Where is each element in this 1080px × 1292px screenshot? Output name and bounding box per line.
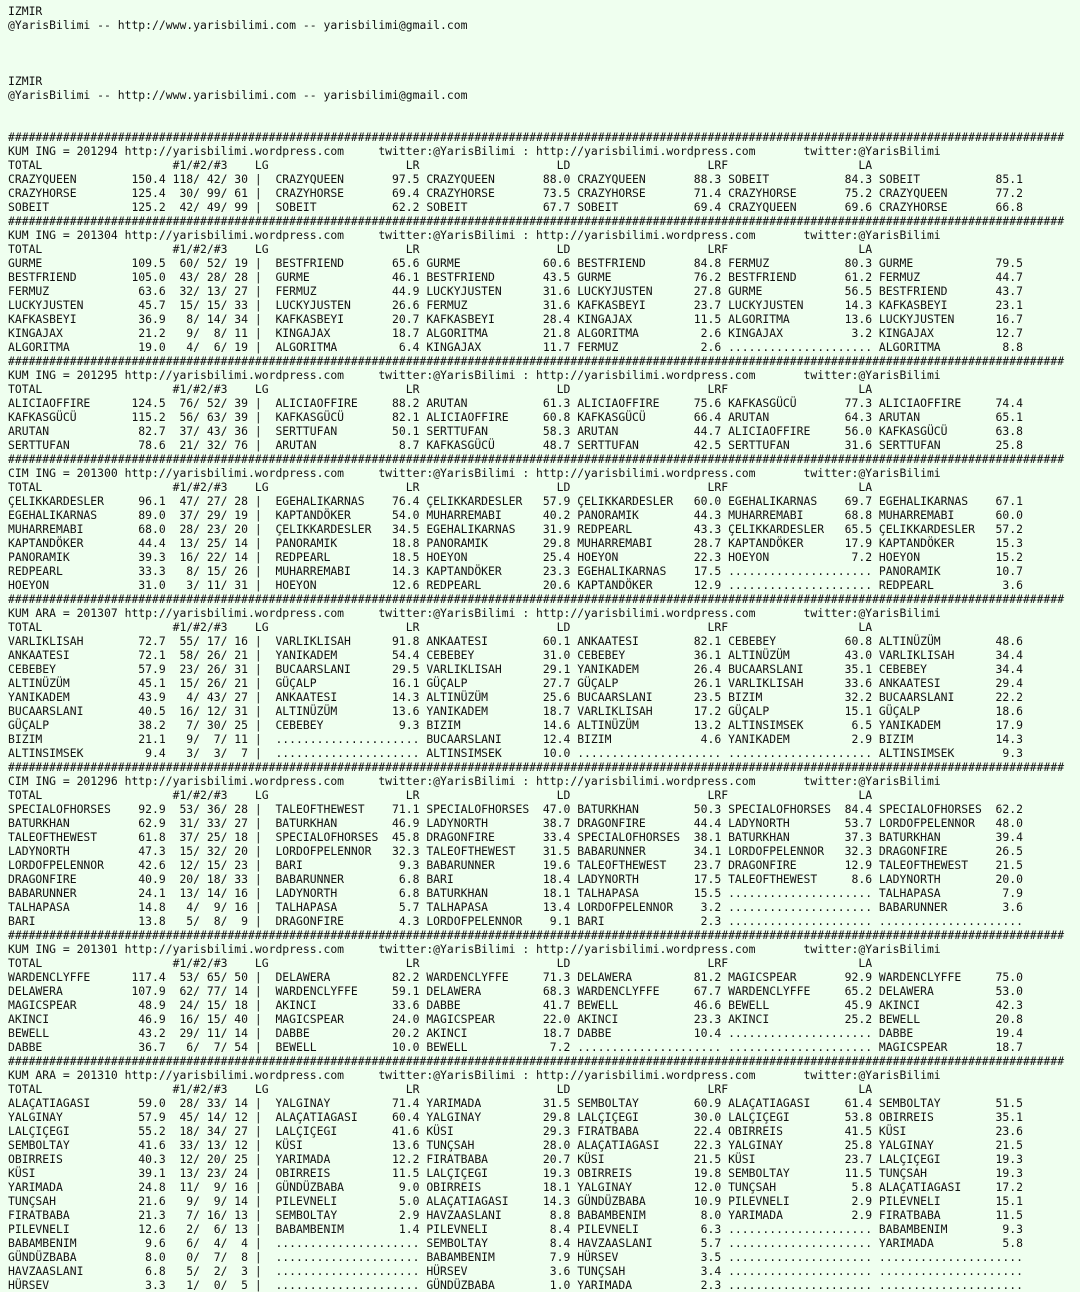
text-line: IZMIR [8,74,43,88]
text-line: KAFKASGÜCÜ 115.2 56/ 63/ 39 | KAFKASGÜCÜ 82.1 ALICIAOFFIRE 60.8 KAFKASGÜCÜ 66.4 ARUTAN 64.3 ARUTAN 65.1 [8,410,1023,424]
text-line: TOTAL #1/#2/#3 LG LR LD LRF LA [8,242,873,256]
text-line: BEWELL 43.2 29/ 11/ 14 | DABBE 20.2 AKINCI 18.7 DABBE 10.4 ..................... DABBE 19.4 [8,1026,1023,1040]
text-line: ARUTAN 82.7 37/ 43/ 36 | SERTTUFAN 50.1 SERTTUFAN 58.3 ARUTAN 44.7 ALICIAOFFIRE 56.0 KAFKASGÜCÜ 63.8 [8,424,1023,438]
text-line: IZMIR [8,4,43,18]
text-line: HÜRSEV 3.3 1/ 0/ 5 | ..................... GÜNDÜZBABA 1.0 YARIMADA 2.3 ..................... ..................... [8,1278,1023,1292]
text-line: ALAÇATIAGASI 59.0 28/ 33/ 14 | YALGINAY 71.4 YARIMADA 31.5 SEMBOLTAY 60.9 ALAÇATIAGASI 61.4 SEMBOLTAY 51.5 [8,1096,1023,1110]
text-line [8,60,1072,74]
text-line: OBIRREIS 40.3 12/ 20/ 25 | YARIMADA 12.2 FIRATBABA 20.7 KÜSI 21.5 KÜSI 23.7 LALÇIÇEGI 19.3 [8,1152,1023,1166]
separator-line: ########################################################################################################################################################## [8,592,1065,606]
text-line: DRAGONFIRE 40.9 20/ 18/ 33 | BABARUNNER 6.8 BARI 18.4 LADYNORTH 17.5 TALEOFTHEWEST 8.6 LADYNORTH 20.0 [8,872,1023,886]
text-line: KUM ING = 201304 http://yarisbilimi.wordpress.com twitter:@YarisBilimi : http://yarisbilimi.wordpress.com twitter:@YarisBilimi [8,228,941,242]
text-line: KUM ARA = 201310 http://yarisbilimi.wordpress.com twitter:@YarisBilimi : http://yarisbilimi.wordpress.com twitter:@YarisBilimi [8,1068,941,1082]
text-line: CEBEBEY 57.9 23/ 26/ 31 | BUCAARSLANI 29.5 VARLIKLISAH 29.1 YANIKADEM 26.4 BUCAARSLANI 35.1 CEBEBEY 34.4 [8,662,1023,676]
text-line: ALTINÜZÜM 45.1 15/ 26/ 21 | GÜÇALP 16.1 GÜÇALP 27.7 GÜÇALP 26.1 VARLIKLISAH 33.6 ANKAATESI 29.4 [8,676,1023,690]
text-line: BARI 13.8 5/ 8/ 9 | DRAGONFIRE 4.3 LORDOFPELENNOR 9.1 BARI 2.3 ..................... ..................... [8,914,1023,928]
text-line: CIM ING = 201296 http://yarisbilimi.wordpress.com twitter:@YarisBilimi : http://yarisbilimi.wordpress.com twitter:@YarisBilimi [8,774,941,788]
text-line: HOEYON 31.0 3/ 11/ 31 | HOEYON 12.6 REDPEARL 20.6 KAPTANDÖKER 12.9 ..................... REDPEARL 3.6 [8,578,1023,592]
text-line: EGEHALIKARNAS 89.0 37/ 29/ 19 | KAPTANDÖKER 54.0 MUHARREMABI 40.2 PANORAMIK 44.3 MUHARREMABI 68.8 MUHARREMABI 60.0 [8,508,1023,522]
text-line: AKINCI 46.9 16/ 15/ 40 | MAGICSPEAR 24.0 MAGICSPEAR 22.0 AKINCI 23.3 AKINCI 25.2 BEWELL 20.8 [8,1012,1023,1026]
text-line: TUNÇSAH 21.6 9/ 9/ 14 | PILEVNELI 5.0 ALAÇATIAGASI 14.3 GÜNDÜZBABA 10.9 PILEVNELI 2.9 PILEVNELI 15.1 [8,1194,1023,1208]
text-line: TOTAL #1/#2/#3 LG LR LD LRF LA [8,382,873,396]
text-line: TALHAPASA 14.8 4/ 9/ 16 | TALHAPASA 5.7 TALHAPASA 13.4 LORDOFPELENNOR 3.2 ..................... BABARUNNER 3.6 [8,900,1023,914]
text-line: YARIMADA 24.8 11/ 9/ 16 | GÜNDÜZBABA 9.0 OBIRREIS 18.1 YALGINAY 12.0 TUNÇSAH 5.8 ALAÇATIAGASI 17.2 [8,1180,1023,1194]
text-line: GÜNDÜZBABA 8.0 0/ 7/ 8 | ..................... BABAMBENIM 7.9 HÜRSEV 3.5 ..................... ..................... [8,1250,1023,1264]
text-line: SERTTUFAN 78.6 21/ 32/ 76 | ARUTAN 8.7 KAFKASGÜCÜ 48.7 SERTTUFAN 42.5 SERTTUFAN 31.6 SERTTUFAN 25.8 [8,438,1023,452]
text-line: CRAZYHORSE 125.4 30/ 99/ 61 | CRAZYHORSE 69.4 CRAZYHORSE 73.5 CRAZYHORSE 71.4 CRAZYHORSE 75.2 CRAZYQUEEN 77.2 [8,186,1023,200]
text-line: KUM ING = 201294 http://yarisbilimi.wordpress.com twitter:@YarisBilimi : http://yarisbilimi.wordpress.com twitter:@YarisBilimi [8,144,941,158]
text-line: TOTAL #1/#2/#3 LG LR LD LRF LA [8,1082,873,1096]
text-line: MAGICSPEAR 48.9 24/ 15/ 18 | AKINCI 33.6 DABBE 41.7 BEWELL 46.6 BEWELL 45.9 AKINCI 42.3 [8,998,1023,1012]
text-line: WARDENCLYFFE 117.4 53/ 65/ 50 | DELAWERA 82.2 WARDENCLYFFE 71.3 DELAWERA 81.2 MAGICSPEAR 92.9 WARDENCLYFFE 75.0 [8,970,1023,984]
text-line: @YarisBilimi -- http://www.yarisbilimi.com -- yarisbilimi@gmail.com [8,88,468,102]
separator-line: ########################################################################################################################################################## [8,354,1065,368]
separator-line: ########################################################################################################################################################## [8,214,1065,228]
text-line: YALGINAY 57.9 45/ 14/ 12 | ALAÇATIAGASI 60.4 YALGINAY 29.8 LALÇIÇEGI 30.0 LALÇIÇEGI 53.8 OBIRREIS 35.1 [8,1110,1023,1124]
text-line: FERMUZ 63.6 32/ 13/ 27 | FERMUZ 44.9 LUCKYJUSTEN 31.6 LUCKYJUSTEN 27.8 GURME 56.5 BESTFRIEND 43.7 [8,284,1023,298]
text-line: BUCAARSLANI 40.5 16/ 12/ 31 | ALTINÜZÜM 13.6 YANIKADEM 18.7 VARLIKLISAH 17.2 GÜÇALP 15.1 GÜÇALP 18.6 [8,704,1023,718]
text-line: KUM ING = 201301 http://yarisbilimi.wordpress.com twitter:@YarisBilimi : http://yarisbilimi.wordpress.com twitter:@YarisBilimi [8,942,941,956]
text-line: ALGORITMA 19.0 4/ 6/ 19 | ALGORITMA 6.4 KINGAJAX 11.7 FERMUZ 2.6 ..................... ALGORITMA 8.8 [8,340,1023,354]
separator-line: ########################################################################################################################################################## [8,928,1065,942]
separator-line: ########################################################################################################################################################## [8,760,1065,774]
text-line: BABAMBENIM 9.6 6/ 4/ 4 | ..................... SEMBOLTAY 8.4 HAVZAASLANI 5.7 ..................... YARIMADA 5.8 [8,1236,1023,1250]
separator-line: ########################################################################################################################################################## [8,130,1065,144]
text-line: HAVZAASLANI 6.8 5/ 2/ 3 | ..................... HÜRSEV 3.6 TUNÇSAH 3.4 ..................... ..................... [8,1264,1023,1278]
text-line: ANKAATESI 72.1 58/ 26/ 21 | YANIKADEM 54.4 CEBEBEY 31.0 CEBEBEY 36.1 ALTINÜZÜM 43.0 VARLIKLISAH 34.4 [8,648,1023,662]
text-line: KAPTANDÖKER 44.4 13/ 25/ 14 | PANORAMIK 18.8 PANORAMIK 29.8 MUHARREMABI 28.7 KAPTANDÖKER 17.9 KAPTANDÖKER 15.3 [8,536,1023,550]
text-line: TALEOFTHEWEST 61.8 37/ 25/ 18 | SPECIALOFHORSES 45.8 DRAGONFIRE 33.4 SPECIALOFHORSES 38.1 BATURKHAN 37.3 BATURKHAN 39.4 [8,830,1023,844]
text-line: KAFKASBEYI 36.9 8/ 14/ 34 | KAFKASBEYI 20.7 KAFKASBEYI 28.4 KINGAJAX 11.5 ALGORITMA 13.6 LUCKYJUSTEN 16.7 [8,312,1023,326]
text-line: KÜSI 39.1 13/ 23/ 24 | OBIRREIS 11.5 LALÇIÇEGI 19.3 OBIRREIS 19.8 SEMBOLTAY 11.5 TUNÇSAH 19.3 [8,1166,1023,1180]
text-line: TOTAL #1/#2/#3 LG LR LD LRF LA [8,158,873,172]
text-line: DABBE 36.7 6/ 7/ 54 | BEWELL 10.0 BEWELL 7.2 ..................... ..................... MAGICSPEAR 18.7 [8,1040,1023,1054]
text-line: BABARUNNER 24.1 13/ 14/ 16 | LADYNORTH 6.8 BATURKHAN 18.1 TALHAPASA 15.5 ..................... TALHAPASA 7.9 [8,886,1023,900]
text-line: LORDOFPELENNOR 42.6 12/ 15/ 23 | BARI 9.3 BABARUNNER 19.6 TALEOFTHEWEST 23.7 DRAGONFIRE 12.9 TALEOFTHEWEST 21.5 [8,858,1023,872]
text-line: TOTAL #1/#2/#3 LG LR LD LRF LA [8,956,873,970]
text-line: ALICIAOFFIRE 124.5 76/ 52/ 39 | ALICIAOFFIRE 88.2 ARUTAN 61.3 ALICIAOFFIRE 75.6 KAFKASGÜCÜ 77.3 ALICIAOFFIRE 74.4 [8,396,1023,410]
text-line: BIZIM 21.1 9/ 7/ 11 | ..................... BUCAARSLANI 12.4 BIZIM 4.6 YANIKADEM 2.9 BIZIM 14.3 [8,732,1023,746]
text-line: CRAZYQUEEN 150.4 118/ 42/ 30 | CRAZYQUEEN 97.5 CRAZYQUEEN 88.0 CRAZYQUEEN 88.3 SOBEIT 84.3 SOBEIT 85.1 [8,172,1023,186]
text-line [8,46,1072,60]
text-line: GÜÇALP 38.2 7/ 30/ 25 | CEBEBEY 9.3 BIZIM 14.6 ALTINÜZÜM 13.2 ALTINSIMSEK 6.5 YANIKADEM 17.9 [8,718,1023,732]
text-line: KUM ING = 201295 http://yarisbilimi.wordpress.com twitter:@YarisBilimi : http://yarisbilimi.wordpress.com twitter:@YarisBilimi [8,368,941,382]
text-line: KINGAJAX 21.2 9/ 8/ 11 | KINGAJAX 18.7 ALGORITMA 21.8 ALGORITMA 2.6 KINGAJAX 3.2 KINGAJAX 12.7 [8,326,1023,340]
text-line [8,102,1072,116]
text-line: TOTAL #1/#2/#3 LG LR LD LRF LA [8,620,873,634]
text-line: SPECIALOFHORSES 92.9 53/ 36/ 28 | TALEOFTHEWEST 71.1 SPECIALOFHORSES 47.0 BATURKHAN 50.3 SPECIALOFHORSES 84.4 SPECIALOFHORSES 62.2 [8,802,1023,816]
text-line: @YarisBilimi -- http://www.yarisbilimi.com -- yarisbilimi@gmail.com [8,18,468,32]
text-line [8,116,1072,130]
text-line: CIM ING = 201300 http://yarisbilimi.wordpress.com twitter:@YarisBilimi : http://yarisbilimi.wordpress.com twitter:@YarisBilimi [8,466,941,480]
text-line: SOBEIT 125.2 42/ 49/ 99 | SOBEIT 62.2 SOBEIT 67.7 SOBEIT 69.4 CRAZYQUEEN 69.6 CRAZYHORSE 66.8 [8,200,1023,214]
text-line: BESTFRIEND 105.0 43/ 28/ 28 | GURME 46.1 BESTFRIEND 43.5 GURME 76.2 BESTFRIEND 61.2 FERMUZ 44.7 [8,270,1023,284]
text-line: FIRATBABA 21.3 7/ 16/ 13 | SEMBOLTAY 2.9 HAVZAASLANI 8.8 BABAMBENIM 8.0 YARIMADA 2.9 FIRATBABA 11.5 [8,1208,1023,1222]
text-line: BATURKHAN 62.9 31/ 33/ 27 | BATURKHAN 46.9 LADYNORTH 38.7 DRAGONFIRE 44.4 LADYNORTH 53.7 LORDOFPELENNOR 48.0 [8,816,1023,830]
text-line: VARLIKLISAH 72.7 55/ 17/ 16 | VARLIKLISAH 91.8 ANKAATESI 60.1 ANKAATESI 82.1 CEBEBEY 60.8 ALTINÜZÜM 48.6 [8,634,1023,648]
text-line: LUCKYJUSTEN 45.7 15/ 15/ 33 | LUCKYJUSTEN 26.6 FERMUZ 31.6 KAFKASBEYI 23.7 LUCKYJUSTEN 14.3 KAFKASBEYI 23.1 [8,298,1023,312]
text-line: REDPEARL 33.3 8/ 15/ 26 | MUHARREMABI 14.3 KAPTANDÖKER 23.3 EGEHALIKARNAS 17.5 ..................... PANORAMIK 10.7 [8,564,1023,578]
text-line: GURME 109.5 60/ 52/ 19 | BESTFRIEND 65.6 GURME 60.6 BESTFRIEND 84.8 FERMUZ 80.3 GURME 79.5 [8,256,1023,270]
text-line: DELAWERA 107.9 62/ 77/ 14 | WARDENCLYFFE 59.1 DELAWERA 68.3 WARDENCLYFFE 67.7 WARDENCLYFFE 65.2 DELAWERA 53.0 [8,984,1023,998]
text-line [8,32,1072,46]
separator-line: ########################################################################################################################################################## [8,452,1065,466]
text-line: PANORAMIK 39.3 16/ 22/ 14 | REDPEARL 18.5 HOEYON 25.4 HOEYON 22.3 HOEYON 7.2 HOEYON 15.2 [8,550,1023,564]
separator-line: ########################################################################################################################################################## [8,1054,1065,1068]
text-line: ÇELIKKARDESLER 96.1 47/ 27/ 28 | EGEHALIKARNAS 76.4 ÇELIKKARDESLER 57.9 ÇELIKKARDESLER 60.0 EGEHALIKARNAS 69.7 EGEHALIKARNAS 67.1 [8,494,1023,508]
text-line: TOTAL #1/#2/#3 LG LR LD LRF LA [8,480,873,494]
text-line: MUHARREMABI 68.0 28/ 23/ 20 | ÇELIKKARDESLER 34.5 EGEHALIKARNAS 31.9 REDPEARL 43.3 ÇELIKKARDESLER 65.5 ÇELIKKARDESLER 57.2 [8,522,1023,536]
text-line: LADYNORTH 47.3 15/ 32/ 20 | LORDOFPELENNOR 32.3 TALEOFTHEWEST 31.5 BABARUNNER 34.1 LORDOFPELENNOR 32.3 DRAGONFIRE 26.5 [8,844,1023,858]
text-line: KUM ARA = 201307 http://yarisbilimi.wordpress.com twitter:@YarisBilimi : http://yarisbilimi.wordpress.com twitter:@YarisBilimi [8,606,941,620]
text-line: YANIKADEM 43.9 4/ 43/ 27 | ANKAATESI 14.3 ALTINÜZÜM 25.6 BUCAARSLANI 23.5 BIZIM 32.2 BUCAARSLANI 22.2 [8,690,1023,704]
text-line: LALÇIÇEGI 55.2 18/ 34/ 27 | LALÇIÇEGI 41.6 KÜSI 29.3 FIRATBABA 22.4 OBIRREIS 41.5 KÜSI 23.6 [8,1124,1023,1138]
text-line: ALTINSIMSEK 9.4 3/ 3/ 7 | ..................... ALTINSIMSEK 10.0 ..................... ..................... ALTINSIMSEK 9.3 [8,746,1023,760]
text-line: TOTAL #1/#2/#3 LG LR LD LRF LA [8,788,873,802]
text-line: SEMBOLTAY 41.6 33/ 13/ 12 | KÜSI 13.6 TUNÇSAH 28.0 ALAÇATIAGASI 22.3 YALGINAY 25.8 YALGINAY 21.5 [8,1138,1023,1152]
text-line: PILEVNELI 12.6 2/ 6/ 13 | BABAMBENIM 1.4 PILEVNELI 8.4 PILEVNELI 6.3 ..................... BABAMBENIM 9.3 [8,1222,1023,1236]
